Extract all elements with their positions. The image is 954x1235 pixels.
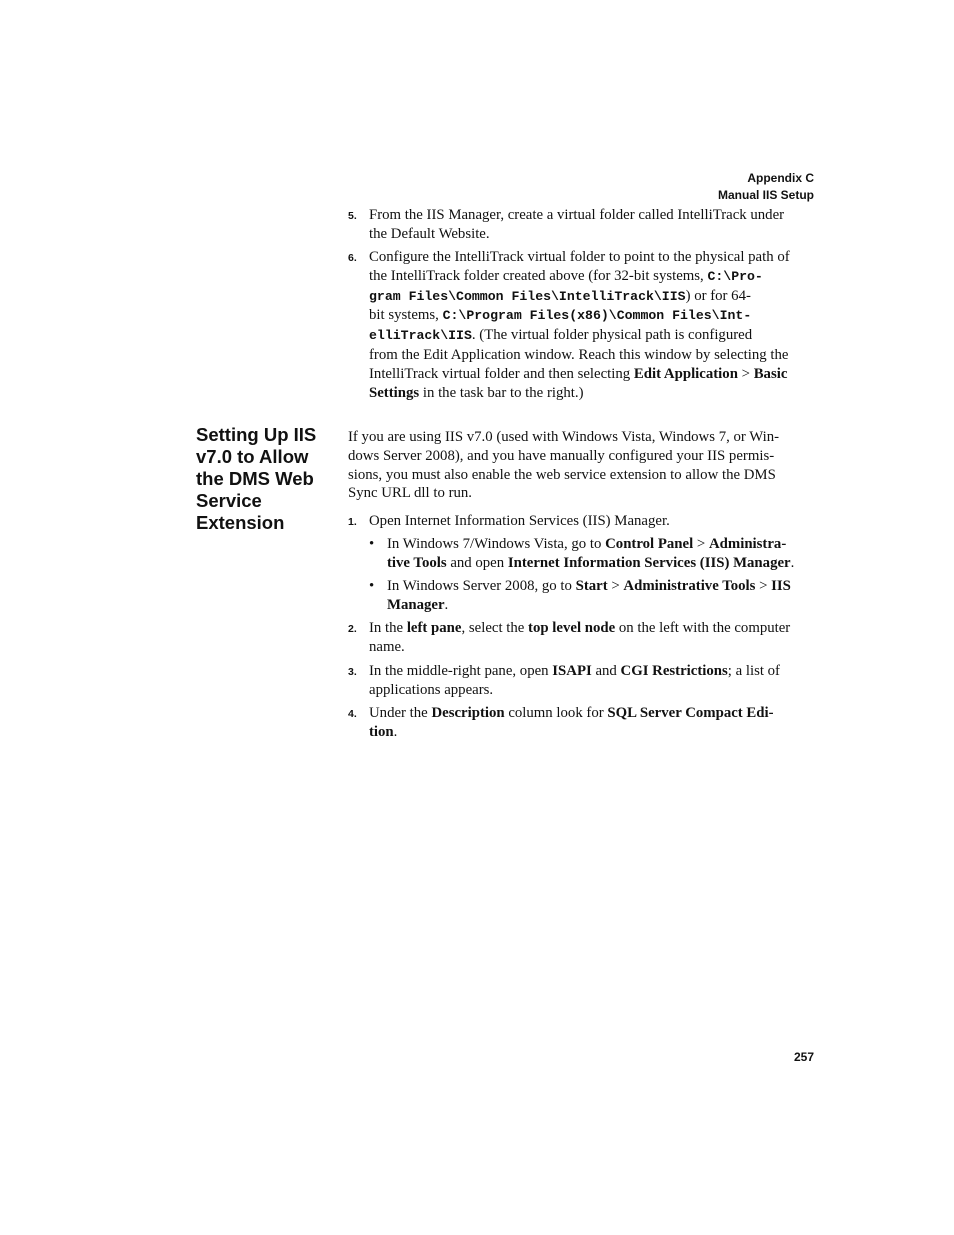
step-5	[348, 206, 816, 244]
ui-term: Basic	[753, 365, 788, 382]
text-segment: ) or for 64-	[685, 287, 751, 304]
ui-term: SQL Server Compact Edi-	[607, 705, 774, 721]
step-2	[348, 619, 816, 657]
text-segment: In the	[369, 620, 407, 636]
heading-line: Setting Up IIS	[196, 424, 317, 445]
text-segment: .	[393, 723, 398, 740]
text-segment: on the left with the computer	[615, 620, 791, 636]
step-number: 6.	[348, 252, 357, 264]
ui-term: tion	[369, 723, 394, 740]
text-segment: >	[607, 578, 624, 594]
heading-line: the DMS Web	[196, 468, 314, 489]
code-path: elliTrack\IIS	[369, 328, 472, 344]
text-line: If you are using IIS v7.0 (used with Windows Vista, Windows 7, or Win-	[348, 429, 780, 445]
intro-paragraph	[348, 428, 816, 503]
ui-term: Administra-	[708, 536, 787, 552]
text-segment: , select the	[461, 620, 529, 636]
text-segment: and open	[446, 554, 508, 571]
heading-line: Extension	[196, 512, 285, 533]
text-segment: >	[755, 578, 772, 594]
step-text	[369, 248, 816, 402]
step-number: 4.	[348, 708, 357, 720]
ui-term: Internet Information Services (IIS) Manager	[507, 554, 791, 571]
step-text	[369, 704, 816, 742]
ui-term: IIS	[771, 578, 791, 594]
text-segment: the IntelliTrack folder created above (for 32-bit systems,	[369, 267, 708, 284]
step-1	[348, 512, 816, 531]
bullet-item	[369, 535, 817, 573]
text-line: From the IIS Manager, create a virtual folder called IntelliTrack under	[369, 207, 785, 223]
code-path: C:\Pro-	[707, 268, 763, 284]
text-segment: applications appears.	[369, 681, 494, 698]
text-segment: .	[444, 596, 449, 613]
text-segment: >	[737, 365, 754, 382]
code-path: gram Files\Common Files\IntelliTrack\IIS	[369, 288, 686, 304]
step-6	[348, 248, 816, 402]
text-line: from the Edit Application window. Reach this window by selecting the	[369, 346, 789, 363]
ui-term: tive Tools	[387, 554, 447, 571]
section-heading	[196, 424, 336, 534]
step-number: 1.	[348, 516, 357, 528]
ui-term: Settings	[369, 384, 420, 401]
text-segment: In Windows 7/Windows Vista, go to	[387, 536, 606, 552]
bullet-item	[369, 577, 817, 615]
bullet-text	[387, 535, 817, 573]
text-segment: .	[790, 554, 795, 571]
step-text	[369, 619, 816, 657]
step-text: Open Internet Information Services (IIS) Manager.	[369, 513, 670, 529]
heading-line: v7.0 to Allow	[196, 446, 309, 467]
text-segment: in the task bar to the right.)	[419, 384, 584, 401]
text-segment: Under the	[369, 705, 432, 721]
step-number: 2.	[348, 623, 357, 635]
ui-term: Start	[575, 578, 608, 594]
ui-term: ISAPI	[552, 663, 592, 679]
text-line: Configure the IntelliTrack virtual folder to point to the physical path of	[369, 249, 790, 265]
code-path: C:\Program Files(x86)\Common Files\Int-	[442, 308, 752, 324]
ui-term: Edit Application	[633, 365, 738, 382]
step-number: 5.	[348, 210, 357, 222]
bullet-icon: •	[369, 578, 375, 594]
text-line: dows Server 2008), and you have manually configured your IIS permis-	[348, 447, 775, 464]
step-text	[369, 206, 816, 244]
text-segment: bit systems,	[369, 307, 443, 324]
text-segment: IntelliTrack virtual folder and then selecting	[369, 365, 634, 382]
text-line: sions, you must also enable the web service extension to allow the DMS	[348, 466, 776, 483]
ui-term: Control Panel	[605, 536, 694, 552]
text-segment: In the middle-right pane, open	[369, 663, 553, 679]
heading-line: Service	[196, 490, 262, 511]
header-appendix: Appendix C	[747, 171, 814, 185]
step-number: 3.	[348, 666, 357, 678]
step-4	[348, 704, 816, 742]
ui-term: Administrative Tools	[623, 578, 756, 594]
text-segment: column look for	[504, 705, 608, 721]
ui-term: left pane	[406, 620, 462, 636]
text-segment: . (The virtual folder physical path is configured	[471, 327, 753, 344]
text-line: Sync URL dll to run.	[348, 485, 472, 502]
text-segment: name.	[369, 638, 405, 655]
bullet-icon: •	[369, 536, 375, 552]
ui-term: Description	[431, 705, 505, 721]
header-chapter-title: Manual IIS Setup	[717, 188, 814, 202]
page-number: 257	[793, 1050, 814, 1064]
text-segment: >	[693, 536, 709, 552]
ui-term: Manager	[387, 596, 445, 613]
text-segment: In Windows Server 2008, go to	[387, 578, 576, 594]
step-3	[348, 662, 816, 700]
bullet-text	[387, 577, 817, 615]
ui-term: CGI Restrictions	[620, 663, 728, 679]
step-text	[369, 662, 816, 700]
text-line: the Default Website.	[369, 225, 490, 242]
ui-term: top level node	[528, 620, 616, 636]
text-segment: and	[591, 663, 621, 679]
text-segment: ; a list of	[727, 663, 780, 679]
